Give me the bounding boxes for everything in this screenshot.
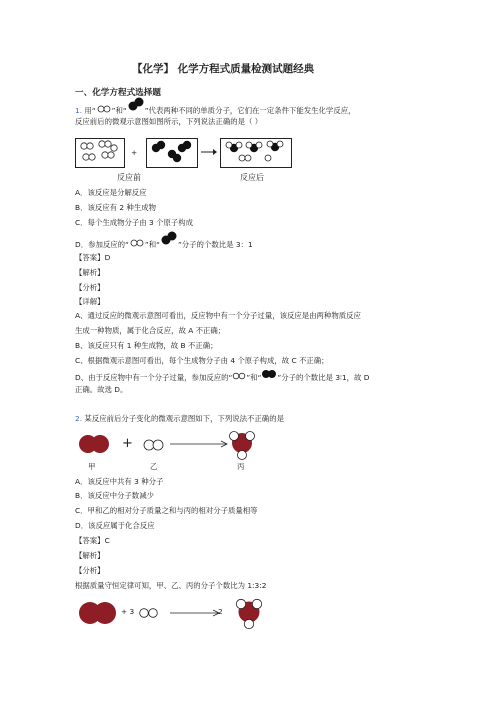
q2-fenxi: 【分析】 xyxy=(75,566,105,575)
q1-detail-line-4: C、根据微观示意图可看出，每个生成物分子由 4 个原子构成，故 C 不正确； xyxy=(75,356,329,365)
q1-detail-d-b: ”和“ xyxy=(246,373,262,382)
q1-number: 1. xyxy=(75,106,83,115)
q1-detail-line-1: A、通过反应的微观示意图可看出，反应物中有一个分子过量，该反应是由两种物质反应 xyxy=(75,311,361,320)
q1-option-b: B．该反应有 2 种生成物 xyxy=(75,203,156,212)
q1-stem-a: 用“ xyxy=(84,106,96,115)
q1-plus-sign: + xyxy=(131,148,138,157)
q1-detail-line-2: 生成一种物质，属于化合反应，故 A 不正确； xyxy=(75,326,226,335)
white-molecule-icon xyxy=(96,105,112,113)
q2-ratio-molecule-jia xyxy=(78,600,118,626)
q2-ratio-molecule-bing xyxy=(234,596,264,630)
q1-option-d-c: ”分子的个数比是 3：1 xyxy=(177,240,253,249)
q2-label-yi: 乙 xyxy=(150,462,158,471)
q2-reaction-arrow xyxy=(170,440,228,448)
white-molecule-icon xyxy=(232,372,246,380)
q1-option-d-a: D．参加反应的“ xyxy=(75,240,129,249)
black-molecule-icon xyxy=(127,101,145,113)
q1-after-box-molecules xyxy=(220,138,290,166)
q2-molecule-jia xyxy=(78,433,110,455)
q1-stem-b: ”和“ xyxy=(111,106,127,115)
q2-option-d: D．该反应属于化合反应 xyxy=(75,521,155,530)
q1-answer: 【答案】D xyxy=(75,253,111,262)
q2-stem xyxy=(75,414,284,424)
q2-label-bing: 丙 xyxy=(237,462,245,471)
q2-coef-bing: 2 xyxy=(218,607,223,616)
q1-fenxi: 【分析】 xyxy=(75,283,105,292)
q1-detail-line-3: B、该反应只有 1 种生成物，故 B 不正确； xyxy=(75,341,218,350)
q1-option-d-b: ”和“ xyxy=(144,240,160,249)
q1-stem-line2: 反应前后的微观示意图如图所示，下列说法正确的是（ ） xyxy=(75,117,263,126)
q2-ratio-arrow xyxy=(170,609,220,617)
q2-analysis: 【解析】 xyxy=(75,551,105,560)
q1-before-box-1-molecules xyxy=(75,138,123,166)
q2-number: 2. xyxy=(75,414,83,423)
q2-coef-yi: + 3 xyxy=(121,607,135,616)
q1-stem-c: ”代表两种不同的单质分子，它们在一定条件下能发生化学反应， xyxy=(144,106,356,115)
q1-stem-line1 xyxy=(75,101,356,116)
q2-molecule-bing xyxy=(228,428,256,460)
q2-ratio-text: 根据质量守恒定律可知，甲、乙、丙的分子个数比为 1:3:2 xyxy=(75,581,267,590)
q1-caption-before: 反应前 xyxy=(117,173,141,182)
q2-stem-text: 某反应前后分子变化的微观示意图如下，下列说法不正确的是 xyxy=(84,414,284,423)
q1-reaction-arrow xyxy=(201,148,217,156)
q1-option-d xyxy=(75,235,253,250)
q1-detail-d-c: ”分子的个数比是 3∶1，故 D xyxy=(277,373,370,382)
black-molecule-icon xyxy=(261,370,277,380)
q1-caption-after: 反应后 xyxy=(240,173,264,182)
q2-option-b: B．该反应中分子数减少 xyxy=(75,491,154,500)
q1-detail-heading: 【详解】 xyxy=(75,297,105,306)
section-title: 一、化学方程式选择题 xyxy=(75,88,161,98)
q2-label-jia: 甲 xyxy=(88,462,96,471)
q1-option-a: A．该反应是分解反应 xyxy=(75,188,147,197)
q2-plus-sign: + xyxy=(122,436,133,451)
q1-analysis: 【解析】 xyxy=(75,268,105,277)
q2-answer: 【答案】C xyxy=(75,536,110,545)
q1-option-c: C．每个生成物分子由 3 个原子构成 xyxy=(75,218,194,227)
white-molecule-icon xyxy=(129,239,145,247)
black-molecule-icon xyxy=(160,235,178,247)
q2-ratio-molecule-yi xyxy=(139,607,159,619)
q2-option-c: C．甲和乙的相对分子质量之和与丙的相对分子质量相等 xyxy=(75,506,258,515)
q2-option-a: A．该反应中共有 3 种分子 xyxy=(75,477,164,486)
page-title: 【化学】 化学方程式质量检测试题经典 xyxy=(132,63,315,75)
q2-molecule-yi xyxy=(143,438,165,452)
q1-before-box-2-molecules xyxy=(146,138,196,166)
q1-detail-line-5 xyxy=(75,370,369,383)
q1-detail-line-6: 正确。故选 D。 xyxy=(75,385,128,394)
q1-detail-d-a: D、由于反应物中有一个分子过量，参加反应的“ xyxy=(75,373,233,382)
